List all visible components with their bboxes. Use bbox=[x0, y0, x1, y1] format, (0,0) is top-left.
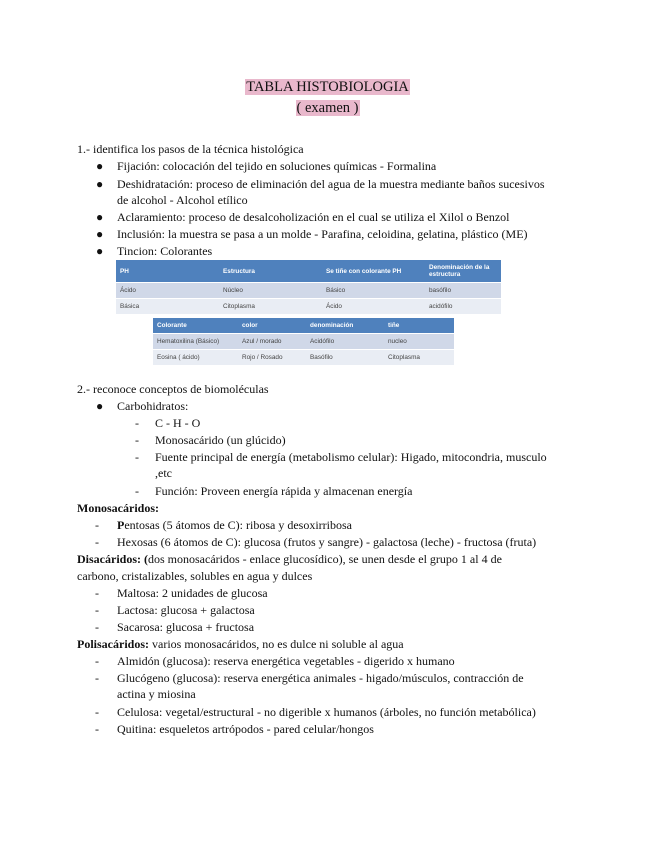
dash-icon: - bbox=[135, 484, 139, 498]
list-item: Glucógeno (glucosa): reserva energética animales - higado/músculos, contracción de bbox=[117, 671, 524, 685]
poli-text: varios monosacáridos, no es dulce ni soluble al agua bbox=[149, 637, 404, 651]
list-item: Hexosas (6 átomos de C): glucosa (frutos y sangre) - galactosa (leche) - fructosa (fruta) bbox=[117, 535, 537, 549]
table-cell: Azul / morado bbox=[238, 334, 306, 350]
list-item-continuation: de alcohol - Alcohol etílico bbox=[117, 193, 248, 207]
table-header-row bbox=[153, 318, 454, 334]
list-item: Inclusión: la muestra se pasa a un molde - Parafina, celoidina, gelatina, plástico (ME) bbox=[117, 227, 528, 241]
table-cell: Citoplasma bbox=[219, 299, 322, 315]
table-cell: nucleo bbox=[384, 334, 454, 350]
table-header-cell: Denominación de la estructura bbox=[425, 260, 501, 283]
table-cell: Hematoxilina (Básico) bbox=[153, 334, 238, 350]
dash-icon: - bbox=[95, 722, 99, 736]
list-item: Fuente principal de energía (metabolismo celular): Higado, mitocondria, musculo bbox=[155, 450, 547, 464]
document-subtitle bbox=[0, 99, 655, 117]
bold-initial: P bbox=[117, 518, 125, 532]
section2-heading: 2.- reconoce conceptos de biomoléculas bbox=[77, 382, 269, 396]
dash-icon: - bbox=[95, 518, 99, 532]
list-item: Lactosa: glucosa + galactosa bbox=[117, 603, 255, 617]
list-item: Almidón (glucosa): reserva energética vegetables - digerido x humano bbox=[117, 654, 455, 668]
dash-icon: - bbox=[95, 620, 99, 634]
table-header-cell: tiñe bbox=[384, 318, 454, 334]
table-row bbox=[116, 299, 501, 315]
dash-icon: - bbox=[135, 416, 139, 430]
dash-icon: - bbox=[135, 433, 139, 447]
table-cell: Ácido bbox=[116, 283, 219, 299]
list-item: Aclaramiento: proceso de desalcoholización en el cual se utiliza el Xilol o Benzol bbox=[117, 210, 510, 224]
list-item: Fijación: colocación del tejido en soluciones químicas - Formalina bbox=[117, 159, 437, 173]
bullet-icon: ● bbox=[96, 227, 104, 241]
table-header-cell: color bbox=[238, 318, 306, 334]
colorantes-table bbox=[153, 318, 454, 366]
dash-icon: - bbox=[95, 671, 99, 685]
di-paragraph bbox=[77, 551, 502, 567]
bullet-icon: ● bbox=[96, 399, 104, 413]
bullet-icon: ● bbox=[96, 244, 104, 258]
dash-icon: - bbox=[95, 535, 99, 549]
table-cell: acidófilo bbox=[425, 299, 501, 315]
table-header-row bbox=[116, 260, 501, 283]
carbs-label: Carbohidratos: bbox=[117, 399, 189, 413]
ph-table bbox=[116, 260, 501, 315]
table-row bbox=[116, 283, 501, 299]
list-item: C - H - O bbox=[155, 416, 201, 430]
table-cell: Básico bbox=[322, 283, 425, 299]
table-header-cell: Estructura bbox=[219, 260, 322, 283]
list-item bbox=[117, 517, 352, 533]
dash-icon: - bbox=[95, 586, 99, 600]
list-item: Función: Proveen energía rápida y almacenan energía bbox=[155, 484, 413, 498]
table-header-cell: PH bbox=[116, 260, 219, 283]
table-cell: Acidófilo bbox=[306, 334, 384, 350]
bullet-icon: ● bbox=[96, 159, 104, 173]
list-item-continuation: ,etc bbox=[155, 466, 172, 480]
table-row bbox=[153, 334, 454, 350]
list-item: Monosacárido (un glúcido) bbox=[155, 433, 286, 447]
table-header-cell: Colorante bbox=[153, 318, 238, 334]
list-item-continuation: actina y miosina bbox=[117, 687, 196, 701]
list-item: Celulosa: vegetal/estructural - no digerible x humanos (árboles, no función metabólica) bbox=[117, 705, 536, 719]
dash-icon: - bbox=[95, 654, 99, 668]
item-text: entosas (5 átomos de C): ribosa y desoxirribosa bbox=[124, 518, 352, 532]
list-item: Tincion: Colorantes bbox=[117, 244, 213, 258]
bullet-icon: ● bbox=[96, 177, 104, 191]
table-row bbox=[153, 350, 454, 366]
list-item: Deshidratación: proceso de eliminación del agua de la muestra mediante baños sucesivos bbox=[117, 177, 545, 191]
table-header-cell: denominación bbox=[306, 318, 384, 334]
table-header-cell: Se tiñe con colorante PH bbox=[322, 260, 425, 283]
table-cell: Núcleo bbox=[219, 283, 322, 299]
di-paragraph-continuation: carbono, cristalizables, solubles en agua y dulces bbox=[77, 569, 313, 583]
poli-paragraph bbox=[77, 636, 404, 652]
di-label: Disacáridos: ( bbox=[77, 552, 148, 566]
dash-icon: - bbox=[95, 705, 99, 719]
dash-icon: - bbox=[135, 450, 139, 464]
poli-label: Polisacáridos: bbox=[77, 637, 149, 651]
subtitle-text: ( examen ) bbox=[296, 100, 359, 116]
table-cell: Basófilo bbox=[306, 350, 384, 366]
table-cell: Ácido bbox=[322, 299, 425, 315]
table-cell: Eosina ( ácido) bbox=[153, 350, 238, 366]
table-cell: Rojo / Rosado bbox=[238, 350, 306, 366]
dash-icon: - bbox=[95, 603, 99, 617]
mono-label: Monosacáridos: bbox=[77, 501, 159, 515]
list-item: Maltosa: 2 unidades de glucosa bbox=[117, 586, 268, 600]
list-item: Quitina: esqueletos artrópodos - pared celular/hongos bbox=[117, 722, 374, 736]
table-cell: Básica bbox=[116, 299, 219, 315]
table-cell: basófilo bbox=[425, 283, 501, 299]
list-item: Sacarosa: glucosa + fructosa bbox=[117, 620, 255, 634]
di-text: dos monosacáridos - enlace glucosídico), se unen desde el grupo 1 al 4 de bbox=[148, 552, 502, 566]
bullet-icon: ● bbox=[96, 210, 104, 224]
section1-heading: 1.- identifica los pasos de la técnica histológica bbox=[77, 142, 304, 156]
table-cell: Citoplasma bbox=[384, 350, 454, 366]
title-text: TABLA HISTOBIOLOGIA bbox=[246, 79, 409, 95]
document-title bbox=[0, 78, 655, 96]
